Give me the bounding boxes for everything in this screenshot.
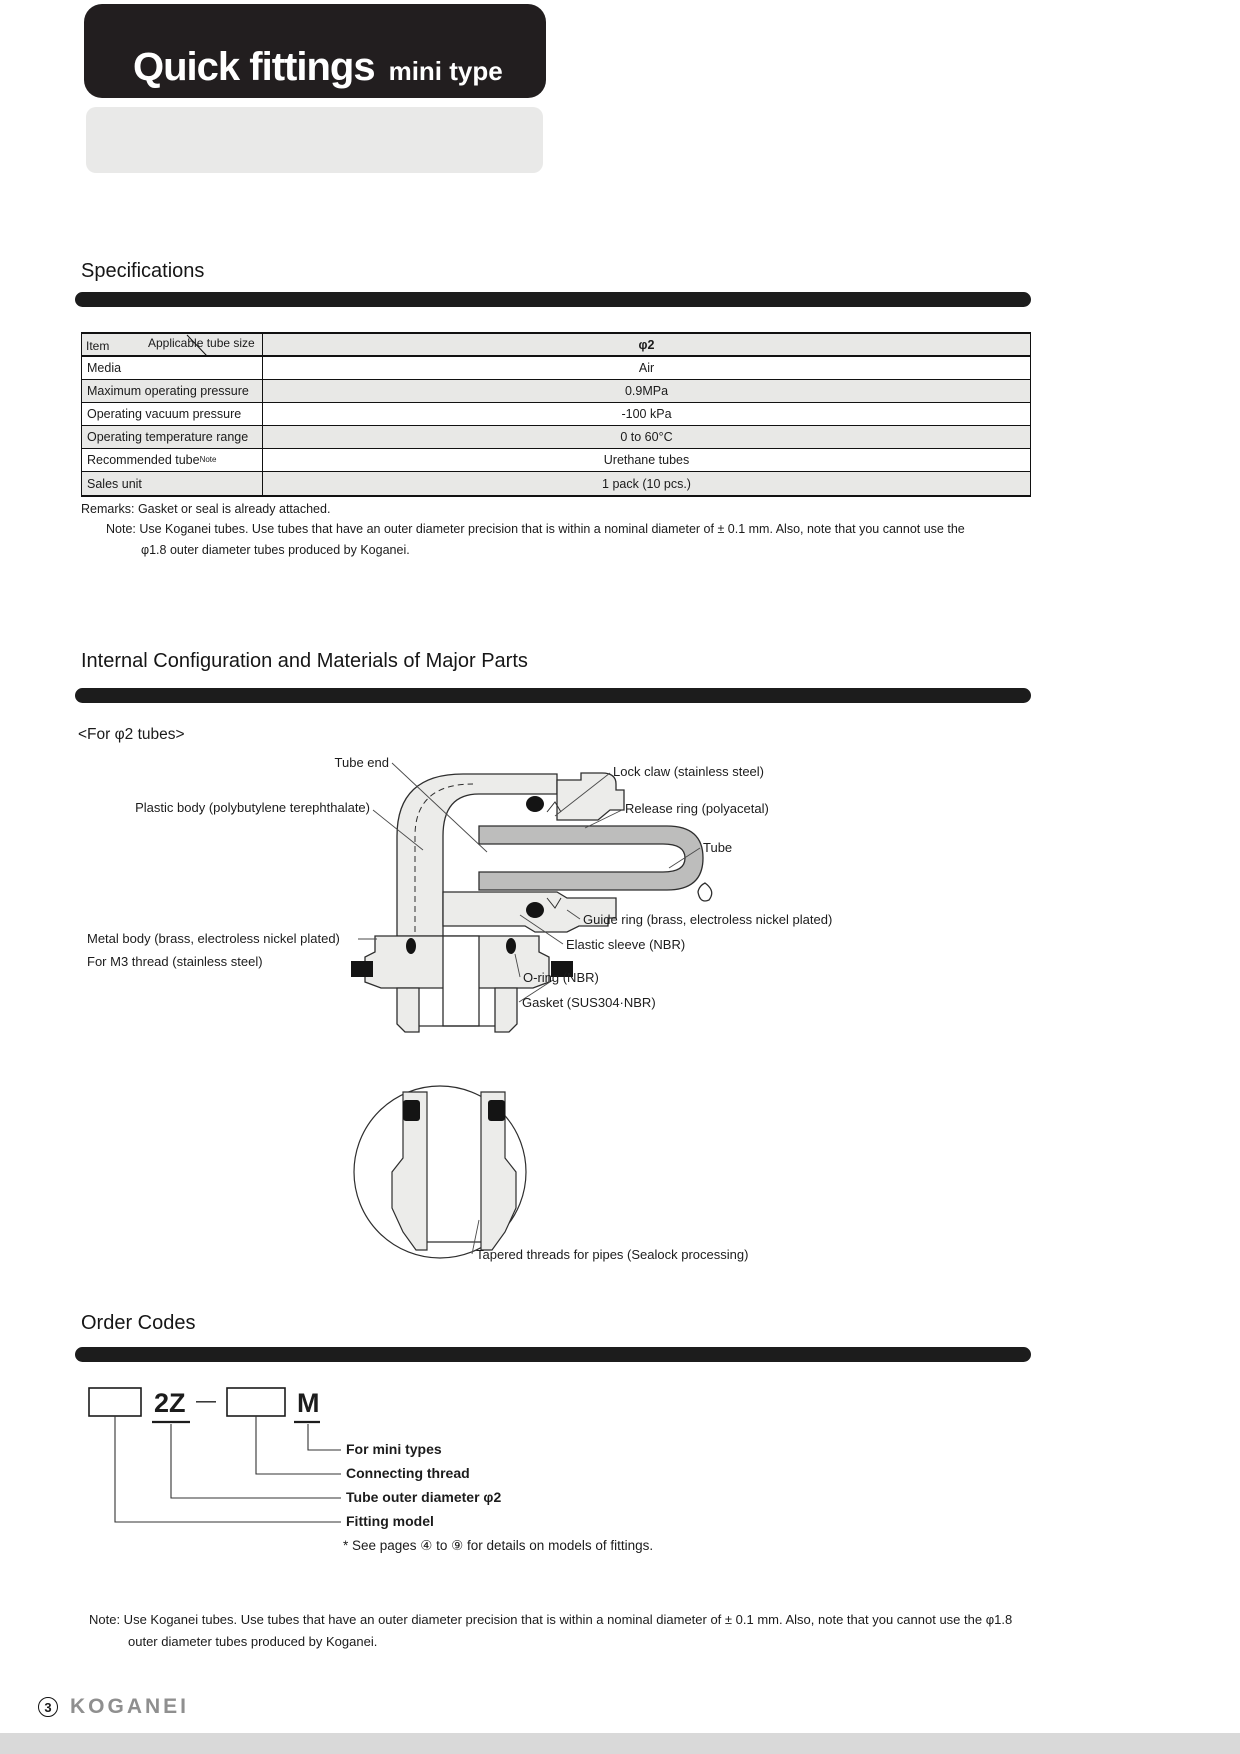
table-row: [82, 357, 1030, 380]
spec-note-line2: φ1.8 outer diameter tubes produced by Koganei.: [141, 543, 410, 557]
fitting-model-box: [89, 1388, 141, 1416]
callout-connecting-thread: Connecting thread: [346, 1465, 470, 1481]
bottom-note-line1: Note: Use Koganei tubes. Use tubes that have an outer diameter precision that is within a nominal diameter of ± 0.1 mm. Also, note that you cannot use the φ1.8: [89, 1612, 1013, 1627]
table-row: [82, 449, 1030, 472]
title-band: [84, 4, 546, 98]
header-gray-box: [86, 107, 543, 173]
bottom-strip: [0, 1733, 1240, 1754]
code-2z: 2Z: [154, 1388, 186, 1418]
m3-thread-label: For M3 thread (stainless steel): [87, 954, 263, 969]
row-label-text: Recommended tube: [87, 453, 200, 467]
detail-oring-left: [403, 1100, 420, 1121]
row-value: Urethane tubes: [603, 453, 690, 467]
page-number-badge: 3: [38, 1697, 58, 1717]
row-value: 0.9MPa: [624, 384, 669, 398]
applicable-tube-size-label: Applicable tube size: [148, 336, 255, 350]
page-subtitle: mini type: [388, 56, 503, 87]
lock-claw-label: Lock claw (stainless steel): [613, 764, 764, 779]
table-row: [82, 380, 1030, 403]
internal-config-heading: Internal Configuration and Materials of Major Parts: [81, 650, 528, 672]
table-row: [82, 426, 1030, 449]
detail-oring-right: [488, 1100, 505, 1121]
specifications-bar: [75, 292, 1031, 307]
tube-label: Tube: [703, 840, 733, 855]
tapered-threads-label: Tapered threads for pipes (Sealock processing): [476, 1247, 749, 1262]
row-label: Sales unit: [82, 472, 263, 495]
table-header-corner-cell: [82, 334, 263, 355]
tube-end-label: Tube end: [334, 755, 389, 770]
code-boxes: [89, 1388, 285, 1416]
row-value: 0 to 60°C: [620, 430, 673, 444]
row-label: Operating temperature range: [82, 426, 263, 448]
brand-logo: KOGANEI: [70, 1695, 190, 1718]
row-label: Maximum operating pressure: [82, 380, 263, 402]
order-codes-bar: [75, 1347, 1031, 1362]
row-label: Operating vacuum pressure: [82, 403, 263, 425]
release-ring-label: Release ring (polyacetal): [625, 801, 769, 816]
elastic-sleeve-label: Elastic sleeve (NBR): [566, 937, 686, 952]
table-row: [82, 403, 1030, 426]
row-value: -100 kPa: [621, 407, 672, 421]
remarks-text: Remarks: Gasket or seal is already attached.: [81, 502, 331, 516]
fitting-cross-section-diagram: [75, 740, 1055, 1315]
code-dash: —: [196, 1390, 216, 1412]
row-label: Media: [82, 357, 263, 379]
row-value: Air: [638, 361, 655, 375]
callout-fitting-model: Fitting model: [346, 1513, 434, 1529]
for-phi2-tubes-label: <For φ2 tubes>: [78, 726, 185, 743]
order-codes-heading: Order Codes: [81, 1312, 196, 1334]
metal-body-label: Metal body (brass, electroless nickel plated): [87, 931, 340, 946]
specifications-table: [81, 332, 1031, 497]
spec-note-line1: Note: Use Koganei tubes. Use tubes that have an outer diameter precision that is within a nominal diameter of ± 0.1 mm. Also, note that you cannot use the: [106, 522, 965, 536]
gasket-label: Gasket (SUS304·NBR): [522, 995, 656, 1010]
callout-connectors: [115, 1416, 341, 1522]
internal-config-bar: [75, 688, 1031, 703]
row-value: 1 pack (10 pcs.): [602, 476, 691, 491]
o-ring-label: O-ring (NBR): [523, 970, 599, 985]
callout-mini-types: For mini types: [346, 1441, 442, 1457]
see-pages-note: * See pages ④ to ⑨ for details on models of fittings.: [343, 1538, 654, 1553]
table-row: [82, 472, 1030, 495]
tube-size-value: φ2: [638, 337, 655, 352]
code-m: M: [297, 1388, 320, 1418]
bottom-note-line2: outer diameter tubes produced by Koganei.: [128, 1634, 378, 1649]
row-label: Recommended tube Note: [82, 449, 263, 471]
plastic-body-label: Plastic body (polybutylene terephthalate): [135, 800, 370, 815]
page-title: Quick fittings: [133, 45, 375, 89]
table-header-row: [82, 334, 1030, 357]
order-code-diagram: [75, 1372, 775, 1562]
specifications-heading: Specifications: [81, 260, 205, 282]
item-label: Item: [86, 339, 110, 353]
guide-ring-label: Guide ring (brass, electroless nickel plated): [583, 912, 833, 927]
connecting-thread-box: [227, 1388, 285, 1416]
callout-tube-outer-diameter: Tube outer diameter φ2: [346, 1489, 502, 1505]
